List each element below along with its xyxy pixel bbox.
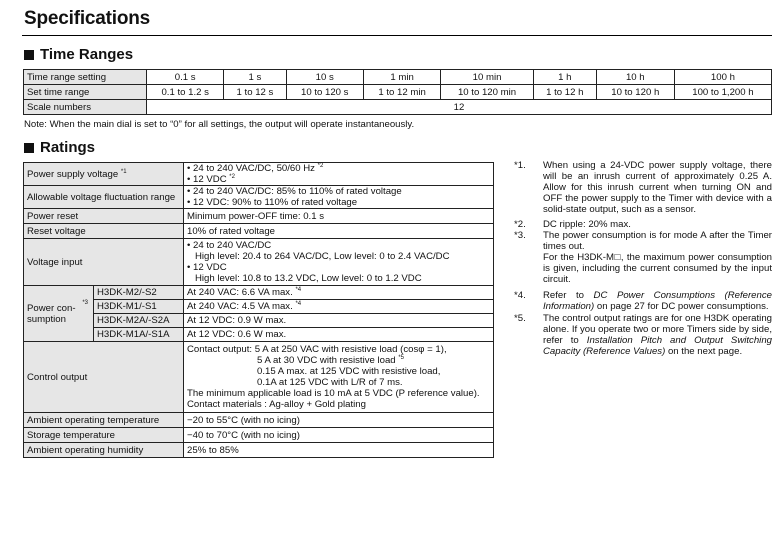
- cell-line: • 24 to 240 VAC/DC: [187, 240, 272, 251]
- row-label: Set time range: [24, 85, 147, 100]
- table-row: [24, 300, 494, 314]
- table-cell: [184, 342, 494, 413]
- table-cell: 10% of rated voltage: [184, 224, 494, 239]
- label-text: sumption: [27, 313, 66, 325]
- cell-line: 0.1A at 125 VDC with L/R of 7 ms.: [257, 377, 403, 388]
- row-label: Allowable voltage fluctuation range: [24, 186, 184, 209]
- footnote-text: The power consumption is for mode A after the Timer times out.: [543, 230, 772, 252]
- footnote-number: *3.: [514, 230, 526, 241]
- table-row: [24, 428, 494, 443]
- cell-line: • 12 VDC: 90% to 110% of rated voltage: [187, 197, 358, 208]
- cell-line: • 24 to 240 VAC/DC: 85% to 110% of rated voltage: [187, 186, 402, 197]
- table-cell: 1 to 12 h: [533, 85, 596, 100]
- footnote-text: DC ripple: 20% max.: [543, 219, 631, 230]
- footnote-number: *2.: [514, 219, 526, 230]
- footnote-4: [514, 290, 772, 312]
- cell-line: Contact output: 5 A at 250 VAC with resistive load (cosφ = 1),: [187, 344, 447, 355]
- footnote-text: When using a 24-VDC power supply voltage, there will be an inrush current of approximately 0.25 A. Allow for this inrush current when turning ON and OFF the power supply to the Timer with device with a solid-state output, such as a sensor.: [543, 160, 772, 215]
- table-cell: 10 to 120 s: [286, 85, 363, 100]
- table-cell: [184, 300, 494, 314]
- table-cell: 1 to 12 s: [224, 85, 286, 100]
- footnote-1: [514, 160, 772, 215]
- table-cell: −40 to 70°C (with no icing): [184, 428, 494, 443]
- cell-line: High level: 10.8 to 13.2 VDC, Low level: 0 to 1.2 VDC: [195, 273, 422, 284]
- table-cell: [184, 186, 494, 209]
- footnote-number: *4.: [514, 290, 526, 301]
- reference-title: Installation Pitch and Output Switching Capacity (Reference Values): [543, 335, 772, 357]
- section-title: Time Ranges: [40, 46, 134, 63]
- footnote-ref: *4: [295, 286, 302, 293]
- title-divider: [22, 35, 772, 36]
- row-label: Reset voltage: [24, 224, 184, 239]
- model-label: H3DK-M2/-S2: [94, 286, 184, 300]
- table-cell: [184, 239, 494, 286]
- cell-line: The minimum applicable load is 10 mA at 5 VDC (P reference value).: [187, 388, 480, 399]
- footnote-ref: *2: [317, 162, 324, 169]
- footnote-ref: *5: [398, 354, 404, 361]
- model-label: H3DK-M1/-S1: [94, 300, 184, 314]
- table-row: [24, 209, 494, 224]
- table-row: [24, 100, 772, 115]
- text-run: Refer to: [543, 290, 594, 301]
- row-label: Power reset: [24, 209, 184, 224]
- cell-line: At 240 VAC: 4.5 VA max.: [187, 301, 293, 312]
- cell-line: [187, 355, 490, 366]
- table-row: [24, 328, 494, 342]
- footnote-3: [514, 230, 772, 285]
- table-row: [24, 342, 494, 413]
- line-text: 5 A at 30 VDC with resistive load: [257, 355, 396, 366]
- table-cell: 1 h: [533, 70, 596, 85]
- footnote-5: [514, 313, 772, 357]
- table-row: [24, 239, 494, 286]
- footnote-number: *1.: [514, 160, 526, 171]
- cell-line: 0.15 A max. at 125 VDC with resistive load,: [257, 366, 441, 377]
- table-row: [24, 224, 494, 239]
- row-label: Voltage input: [24, 239, 184, 286]
- section-time-ranges-heading: [24, 46, 133, 63]
- table-cell: 10 min: [441, 70, 534, 85]
- table-cell: 10 s: [286, 70, 363, 85]
- row-label: *3 Power con- sumption: [24, 286, 94, 342]
- section-ratings-heading: [24, 139, 95, 156]
- time-range-note: Note: When the main dial is set to “0” for all settings, the output will operate instantaneously.: [24, 119, 415, 130]
- text-run: on the next page.: [665, 346, 743, 357]
- table-cell: 1 s: [224, 70, 286, 85]
- text-run: on page 27 for DC power consumptions.: [594, 301, 769, 312]
- row-label: Time range setting: [24, 70, 147, 85]
- cell-line: Contact materials : Ag-alloy + Gold plating: [187, 399, 366, 410]
- ratings-table: [23, 162, 494, 458]
- cell-line: High level: 20.4 to 264 VAC/DC, Low level: 0 to 2.4 VAC/DC: [195, 251, 450, 262]
- table-cell: 1 min: [363, 70, 440, 85]
- row-label: Storage temperature: [24, 428, 184, 443]
- footnote-ref: *1: [120, 168, 127, 175]
- time-ranges-table: [23, 69, 772, 115]
- table-cell: [184, 163, 494, 186]
- page-title: Specifications: [24, 8, 151, 29]
- row-label: Ambient operating humidity: [24, 443, 184, 458]
- footnote-text: [543, 313, 772, 357]
- footnote-ref: *4: [295, 300, 302, 307]
- footnote-ref: *2: [229, 173, 235, 180]
- row-label: [24, 163, 184, 186]
- footnote-text: [543, 290, 772, 312]
- table-row: [24, 286, 494, 300]
- text-run: The control output ratings are for one H3DK operating alone. If you operate two or more Timers side by side, refer to: [543, 313, 772, 346]
- table-cell: At 12 VDC: 0.9 W max.: [184, 314, 494, 328]
- footnote-2: [514, 219, 772, 230]
- table-cell: 10 h: [596, 70, 674, 85]
- table-cell: 1 to 12 min: [363, 85, 440, 100]
- table-row: [24, 85, 772, 100]
- square-bullet-icon: [24, 143, 34, 153]
- table-cell: At 12 VDC: 0.6 W max.: [184, 328, 494, 342]
- table-cell: 25% to 85%: [184, 443, 494, 458]
- cell-line: • 12 VDC: [187, 174, 227, 185]
- table-cell: 10 to 120 h: [596, 85, 674, 100]
- model-label: H3DK-M2A/-S2A: [94, 314, 184, 328]
- square-bullet-icon: [24, 50, 34, 60]
- table-cell: 100 to 1,200 h: [674, 85, 771, 100]
- section-title: Ratings: [40, 139, 96, 156]
- table-cell: 0.1 to 1.2 s: [147, 85, 224, 100]
- row-label: Control output: [24, 342, 184, 413]
- table-cell: 100 h: [674, 70, 771, 85]
- table-cell: [184, 286, 494, 300]
- footnote-number: *5.: [514, 313, 526, 324]
- cell-line: • 12 VDC: [187, 262, 227, 273]
- row-label: Ambient operating temperature: [24, 413, 184, 428]
- table-cell: 0.1 s: [147, 70, 224, 85]
- table-row: [24, 443, 494, 458]
- footnote-text: For the H3DK-M□, the maximum power consumption is given, including the current consumed by the input circuit.: [543, 252, 772, 285]
- label-text: Power supply voltage: [27, 168, 119, 180]
- table-cell: 10 to 120 min: [441, 85, 534, 100]
- table-cell: Minimum power-OFF time: 0.1 s: [184, 209, 494, 224]
- table-row: [24, 413, 494, 428]
- table-row: [24, 186, 494, 209]
- table-row: [24, 163, 494, 186]
- table-row: [24, 70, 772, 85]
- model-label: H3DK-M1A/-S1A: [94, 328, 184, 342]
- table-row: [24, 314, 494, 328]
- table-cell: −20 to 55°C (with no icing): [184, 413, 494, 428]
- reference-title: DC Power Consumptions (Reference Information): [543, 290, 772, 312]
- row-label: Scale numbers: [24, 100, 147, 115]
- label-text: Power con-: [27, 302, 76, 314]
- cell-line: • 24 to 240 VAC/DC, 50/60 Hz: [187, 163, 315, 174]
- cell-line: At 240 VAC: 6.6 VA max.: [187, 287, 293, 298]
- table-cell: 12: [147, 100, 772, 115]
